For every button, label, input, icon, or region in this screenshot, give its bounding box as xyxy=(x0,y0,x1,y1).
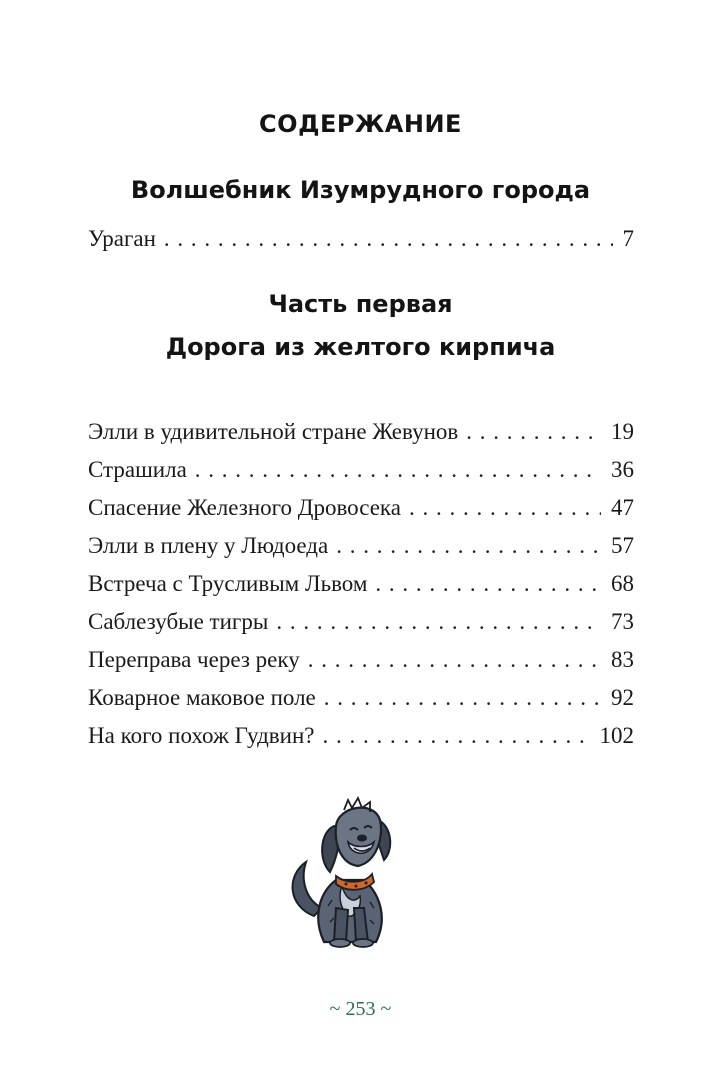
toc-entry[interactable] xyxy=(88,717,634,755)
toc-entry[interactable] xyxy=(88,527,634,565)
part-title: Часть первая xyxy=(268,290,453,318)
dot-leader xyxy=(324,679,601,717)
toc-entry-page: 19 xyxy=(611,419,634,444)
dot-leader xyxy=(164,220,613,258)
toc-entry-page: 36 xyxy=(611,457,634,482)
dot-leader xyxy=(276,603,601,641)
toc-entry-page: 83 xyxy=(611,647,634,672)
dot-leader xyxy=(308,641,601,679)
toc-entry-title: Элли в удивительной стране Жевунов xyxy=(88,419,459,444)
toc-entry-page: 102 xyxy=(599,723,634,748)
toc-entry-title: На кого похож Гудвин? xyxy=(88,723,315,748)
part-subtitle: Дорога из желтого кирпича xyxy=(165,333,556,361)
toc-entry-page: 57 xyxy=(611,533,634,558)
dot-leader xyxy=(466,413,601,451)
toc-entry-title: Страшила xyxy=(88,457,187,482)
dot-leader xyxy=(409,489,601,527)
toc-entry[interactable] xyxy=(88,679,634,717)
toc-entry-title: Ураган xyxy=(88,226,156,251)
toc-entry-title: Элли в плену у Людоеда xyxy=(88,533,329,558)
toc-entry-page: 47 xyxy=(611,495,634,520)
dot-leader xyxy=(336,527,601,565)
toc-entry-intro[interactable] xyxy=(88,220,634,258)
toc-entry-title: Саблезубые тигры xyxy=(88,609,269,634)
toc-entry-title: Коварное маковое поле xyxy=(88,685,316,710)
toc-entry-title: Встреча с Трусливым Львом xyxy=(88,571,368,596)
toc-entry-title: Переправа через реку xyxy=(88,647,300,672)
book-title: Волшебник Изумрудного города xyxy=(130,176,591,204)
toc-entry-page: 68 xyxy=(611,571,634,596)
toc-entry-page: 73 xyxy=(611,609,634,634)
toc-entry[interactable] xyxy=(88,489,634,527)
dog-illustration-icon xyxy=(284,796,404,948)
toc-entry[interactable] xyxy=(88,641,634,679)
dot-leader xyxy=(322,717,589,755)
page-number: ~ 253 ~ xyxy=(329,998,392,1020)
toc-entry[interactable] xyxy=(88,413,634,451)
toc-entry-title: Спасение Железного Дровосека xyxy=(88,495,401,520)
toc-entry[interactable] xyxy=(88,451,634,489)
toc-entry-page: 7 xyxy=(622,226,634,251)
contents-heading: СОДЕРЖАНИЕ xyxy=(259,110,462,138)
dot-leader xyxy=(375,565,601,603)
toc-entry[interactable] xyxy=(88,603,634,641)
dot-leader xyxy=(195,451,601,489)
toc-entry-page: 92 xyxy=(611,685,634,710)
toc-entry[interactable] xyxy=(88,565,634,603)
